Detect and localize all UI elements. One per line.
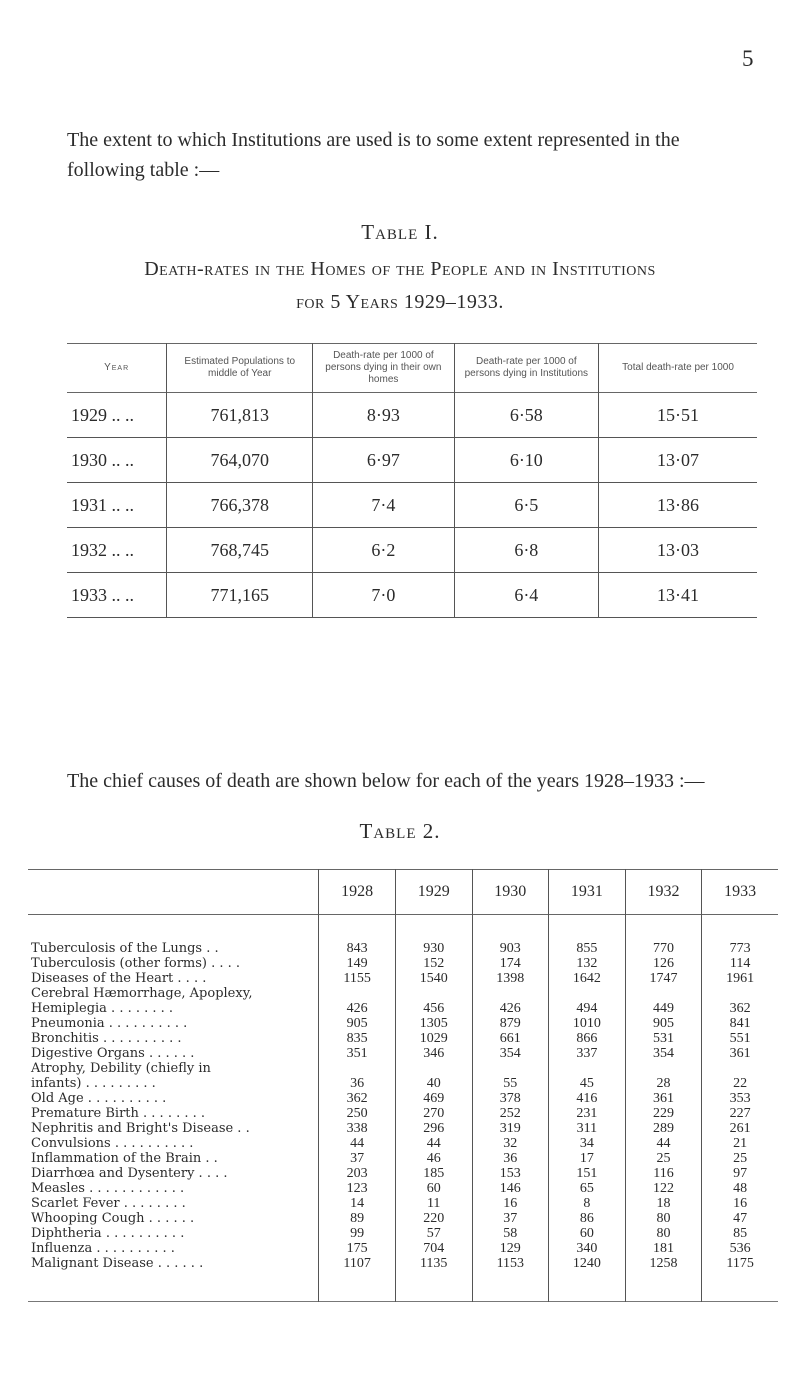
table1-row	[67, 573, 757, 618]
table2-value: 338	[319, 1121, 396, 1136]
table2-value: 126	[625, 956, 702, 971]
table2-row	[28, 1046, 778, 1061]
table2-header-year: 1932	[625, 870, 702, 915]
table2-value: 129	[472, 1241, 549, 1256]
table2-header-year: 1930	[472, 870, 549, 915]
table1-header-home-rate: Death-rate per 1000 of persons dying in their own homes	[313, 344, 454, 393]
table2-cause: Old Age . . . . . . . . . .	[31, 1091, 167, 1106]
table2-value: 97	[702, 1166, 778, 1181]
table2-cause: Inflammation of the Brain . .	[31, 1151, 218, 1166]
table2-value: 1175	[702, 1256, 778, 1302]
table2-row	[28, 915, 778, 957]
table2-value: 1135	[395, 1256, 472, 1302]
table1-inst-rate: 6·8	[454, 528, 599, 573]
table2-value: 34	[549, 1136, 626, 1151]
table2-value: 252	[472, 1106, 549, 1121]
table2-row	[28, 1031, 778, 1046]
table2-value: 905	[319, 1016, 396, 1031]
table2-value: 1153	[472, 1256, 549, 1302]
table2-value: 32	[472, 1136, 549, 1151]
table2-row	[28, 1166, 778, 1181]
table2-value: 80	[625, 1211, 702, 1226]
table2-row	[28, 1016, 778, 1031]
table2-value: 44	[395, 1136, 472, 1151]
table2-value: 28	[625, 1076, 702, 1091]
table2-value: 40	[395, 1076, 472, 1091]
table1-death-rates	[67, 343, 757, 618]
table2-value: 80	[625, 1226, 702, 1241]
table2-value: 58	[472, 1226, 549, 1241]
table1-inst-rate: 6·58	[454, 393, 599, 438]
table2-value: 8	[549, 1196, 626, 1211]
table2-value: 45	[549, 1076, 626, 1091]
table2-header-cause	[28, 870, 319, 915]
table1-year: 1933 .. ..	[67, 573, 167, 618]
table2-row	[28, 971, 778, 986]
table2-cause: Convulsions . . . . . . . . . .	[31, 1136, 194, 1151]
table2-value: 250	[319, 1106, 396, 1121]
table2-value: 855	[549, 915, 626, 957]
table1-year: 1929 .. ..	[67, 393, 167, 438]
table2-row	[28, 1256, 778, 1302]
table2-value: 930	[395, 915, 472, 957]
table1-home-rate: 6·2	[313, 528, 454, 573]
table2-row	[28, 1121, 778, 1136]
table2-value: 132	[549, 956, 626, 971]
table2-cause: Tuberculosis of the Lungs . .	[31, 941, 219, 956]
table1-row	[67, 438, 757, 483]
table2-value: 1747	[625, 971, 702, 986]
table2-value: 152	[395, 956, 472, 971]
table1-inst-rate: 6·4	[454, 573, 599, 618]
table2-value: 1010	[549, 1016, 626, 1031]
table2-value: 60	[395, 1181, 472, 1196]
table2-row	[28, 1061, 778, 1076]
table2-row	[28, 1001, 778, 1016]
table2-value: 203	[319, 1166, 396, 1181]
table2-header-row	[28, 870, 778, 915]
table2-value: 37	[319, 1151, 396, 1166]
table1-header-year: Year	[104, 362, 130, 373]
table2-value: 37	[472, 1211, 549, 1226]
table2-value: 185	[395, 1166, 472, 1181]
table2-value: 835	[319, 1031, 396, 1046]
table2-value	[395, 986, 472, 1001]
table1-header-population: Estimated Populations to middle of Year	[167, 344, 313, 393]
table2-value: 1107	[319, 1256, 396, 1302]
table2-value: 149	[319, 956, 396, 971]
table2-value: 353	[702, 1091, 778, 1106]
table2-value: 289	[625, 1121, 702, 1136]
table2-value: 361	[625, 1091, 702, 1106]
table2-row	[28, 1106, 778, 1121]
table1-total-rate: 13·86	[599, 483, 757, 528]
table2-value: 174	[472, 956, 549, 971]
table2-intro-paragraph: The chief causes of death are shown below for each of the years 1928–1933 :—	[67, 770, 705, 792]
table2-value: 153	[472, 1166, 549, 1181]
table2-value: 55	[472, 1076, 549, 1091]
table2-value: 903	[472, 915, 549, 957]
table2-row	[28, 1226, 778, 1241]
table2-value: 416	[549, 1091, 626, 1106]
table2-row	[28, 1076, 778, 1091]
table2-value: 114	[702, 956, 778, 971]
table2-cause: Malignant Disease . . . . . .	[31, 1256, 204, 1271]
table1-inst-rate: 6·10	[454, 438, 599, 483]
table1-total-rate: 13·41	[599, 573, 757, 618]
table2-value	[702, 1061, 778, 1076]
table2-header-year: 1929	[395, 870, 472, 915]
table2-value: 378	[472, 1091, 549, 1106]
table2-value	[319, 986, 396, 1001]
table2-value: 337	[549, 1046, 626, 1061]
table2-value: 36	[472, 1151, 549, 1166]
table2-row	[28, 1136, 778, 1151]
table2-label: Table 2.	[359, 819, 441, 843]
intro-paragraph: The extent to which Institutions are used is to some extent represented in the following table :—	[67, 129, 680, 181]
table2-cause: Scarlet Fever . . . . . . . .	[31, 1196, 186, 1211]
table2-footer-cell	[28, 1302, 319, 1305]
table2-value: 296	[395, 1121, 472, 1136]
table2-value: 25	[625, 1151, 702, 1166]
table1-header-row	[67, 344, 757, 393]
table1-total-rate: 15·51	[599, 393, 757, 438]
table2-cause: Influenza . . . . . . . . . .	[31, 1241, 175, 1256]
table2-value: 231	[549, 1106, 626, 1121]
table2-value: 17	[549, 1151, 626, 1166]
table2-body	[28, 915, 778, 1302]
table2-cause: Measles . . . . . . . . . . . .	[31, 1181, 185, 1196]
table2-value: 905	[625, 1016, 702, 1031]
table2-value: 551	[702, 1031, 778, 1046]
table2-value: 469	[395, 1091, 472, 1106]
table2-value: 116	[625, 1166, 702, 1181]
table2-value	[395, 1061, 472, 1076]
table2-header-year: 1928	[319, 870, 396, 915]
table2-value: 426	[472, 1001, 549, 1016]
table2-value: 661	[472, 1031, 549, 1046]
table2-value: 426	[319, 1001, 396, 1016]
table2-value	[472, 1061, 549, 1076]
table2-value: 1305	[395, 1016, 472, 1031]
table2-value: 319	[472, 1121, 549, 1136]
table1-year: 1930 .. ..	[67, 438, 167, 483]
table2-value: 311	[549, 1121, 626, 1136]
table2-value	[625, 1061, 702, 1076]
table2-value: 60	[549, 1226, 626, 1241]
table2-value: 1642	[549, 971, 626, 986]
page-number: 5	[742, 46, 754, 71]
table2-cause: Diphtheria . . . . . . . . . .	[31, 1226, 185, 1241]
table2-value: 46	[395, 1151, 472, 1166]
table2-value: 449	[625, 1001, 702, 1016]
table2-value: 65	[549, 1181, 626, 1196]
table2-value: 361	[702, 1046, 778, 1061]
table2-value: 362	[702, 1001, 778, 1016]
table2-value: 123	[319, 1181, 396, 1196]
table2-value: 1240	[549, 1256, 626, 1302]
table2-value: 261	[702, 1121, 778, 1136]
table2-cause: Tuberculosis (other forms) . . . .	[31, 956, 241, 971]
table2-value: 456	[395, 1001, 472, 1016]
table2-value: 175	[319, 1241, 396, 1256]
table2-value: 16	[472, 1196, 549, 1211]
table1-total-rate: 13·03	[599, 528, 757, 573]
table2-value: 773	[702, 915, 778, 957]
table2-row	[28, 1181, 778, 1196]
table2-value: 494	[549, 1001, 626, 1016]
table2-value: 351	[319, 1046, 396, 1061]
table2-row	[28, 986, 778, 1001]
table1-header-inst-rate: Death-rate per 1000 of persons dying in Institutions	[454, 344, 599, 393]
table1-home-rate: 7·4	[313, 483, 454, 528]
table1-total-rate: 13·07	[599, 438, 757, 483]
table2-value	[472, 986, 549, 1001]
table2-cause: Cerebral Hæmorrhage, Apoplexy,	[31, 986, 253, 1001]
table2-value: 531	[625, 1031, 702, 1046]
table1-title-line1: Death-rates in the Homes of the People and in Institutions	[144, 258, 656, 280]
table2-value: 151	[549, 1166, 626, 1181]
table2-cause: Digestive Organs . . . . . .	[31, 1046, 195, 1061]
table2-value: 1155	[319, 971, 396, 986]
table2-value: 122	[625, 1181, 702, 1196]
table1-header-total-rate: Total death-rate per 1000	[599, 344, 757, 393]
table2-value: 879	[472, 1016, 549, 1031]
table2-row	[28, 956, 778, 971]
table2-value: 44	[319, 1136, 396, 1151]
table2-value: 1258	[625, 1256, 702, 1302]
table2-cause: Premature Birth . . . . . . . .	[31, 1106, 206, 1121]
table2-row	[28, 1151, 778, 1166]
table2-value: 270	[395, 1106, 472, 1121]
table2-value: 536	[702, 1241, 778, 1256]
table1-row	[67, 483, 757, 528]
table2-value: 48	[702, 1181, 778, 1196]
table2-value: 89	[319, 1211, 396, 1226]
table2-value: 21	[702, 1136, 778, 1151]
table2-value: 86	[549, 1211, 626, 1226]
table1-population: 761,813	[167, 393, 313, 438]
table2-value: 1029	[395, 1031, 472, 1046]
table2-value: 220	[395, 1211, 472, 1226]
table2-value: 354	[625, 1046, 702, 1061]
table2-value: 340	[549, 1241, 626, 1256]
table1-label: Table I.	[361, 220, 439, 244]
table2-cause: Atrophy, Debility (chiefly in	[31, 1061, 211, 1076]
table2-value: 841	[702, 1016, 778, 1031]
table2-value: 229	[625, 1106, 702, 1121]
table2-value: 770	[625, 915, 702, 957]
table2-value: 181	[625, 1241, 702, 1256]
table2-cause: Hemiplegia . . . . . . . .	[31, 1001, 174, 1016]
table2-value: 227	[702, 1106, 778, 1121]
table2-value: 36	[319, 1076, 396, 1091]
table1-population: 768,745	[167, 528, 313, 573]
table2-value: 44	[625, 1136, 702, 1151]
table2-value: 346	[395, 1046, 472, 1061]
table2-row	[28, 1196, 778, 1211]
table2-footer-rule	[28, 1302, 778, 1305]
table1-inst-rate: 6·5	[454, 483, 599, 528]
table1-title-line2: for 5 Years 1929–1933.	[296, 291, 504, 313]
table2-cause: Pneumonia . . . . . . . . . .	[31, 1016, 188, 1031]
table2-header-year: 1931	[549, 870, 626, 915]
table2-value: 22	[702, 1076, 778, 1091]
table2-value: 16	[702, 1196, 778, 1211]
table2-cause: Bronchitis . . . . . . . . . .	[31, 1031, 182, 1046]
table1-population: 771,165	[167, 573, 313, 618]
table2-footer-cell	[319, 1302, 778, 1305]
table2-header-year: 1933	[702, 870, 778, 915]
table2-value: 146	[472, 1181, 549, 1196]
table2-value	[319, 1061, 396, 1076]
table2-value: 1961	[702, 971, 778, 986]
table2-value: 866	[549, 1031, 626, 1046]
table2-row	[28, 1091, 778, 1106]
table1-population: 766,378	[167, 483, 313, 528]
table2-row	[28, 1241, 778, 1256]
table2-causes-of-death	[28, 869, 778, 1304]
table1-population: 764,070	[167, 438, 313, 483]
table2-value: 704	[395, 1241, 472, 1256]
table2-value	[549, 1061, 626, 1076]
table2-value: 1398	[472, 971, 549, 986]
table2-cause: Diarrhœa and Dysentery . . . .	[31, 1166, 228, 1181]
table2-value	[549, 986, 626, 1001]
table2-value: 57	[395, 1226, 472, 1241]
table2-value: 11	[395, 1196, 472, 1211]
table2-value: 18	[625, 1196, 702, 1211]
table2-value: 1540	[395, 971, 472, 986]
table2-value	[702, 986, 778, 1001]
table2-value: 85	[702, 1226, 778, 1241]
table2-cause: Diseases of the Heart . . . .	[31, 971, 207, 986]
table2-value: 14	[319, 1196, 396, 1211]
table2-value: 25	[702, 1151, 778, 1166]
table1-home-rate: 8·93	[313, 393, 454, 438]
table1-home-rate: 7·0	[313, 573, 454, 618]
table1-year: 1932 .. ..	[67, 528, 167, 573]
table1-home-rate: 6·97	[313, 438, 454, 483]
table1-row	[67, 528, 757, 573]
table2-value	[625, 986, 702, 1001]
table2-value: 47	[702, 1211, 778, 1226]
table2-value: 843	[319, 915, 396, 957]
table2-value: 362	[319, 1091, 396, 1106]
table2-row	[28, 1211, 778, 1226]
table2-cause: Whooping Cough . . . . . .	[31, 1211, 195, 1226]
table2-value: 99	[319, 1226, 396, 1241]
table2-cause: Nephritis and Bright's Disease . .	[31, 1121, 250, 1136]
table1-year: 1931 .. ..	[67, 483, 167, 528]
table2-cause: infants) . . . . . . . . .	[31, 1076, 156, 1091]
table2-value: 354	[472, 1046, 549, 1061]
table1-row	[67, 393, 757, 438]
